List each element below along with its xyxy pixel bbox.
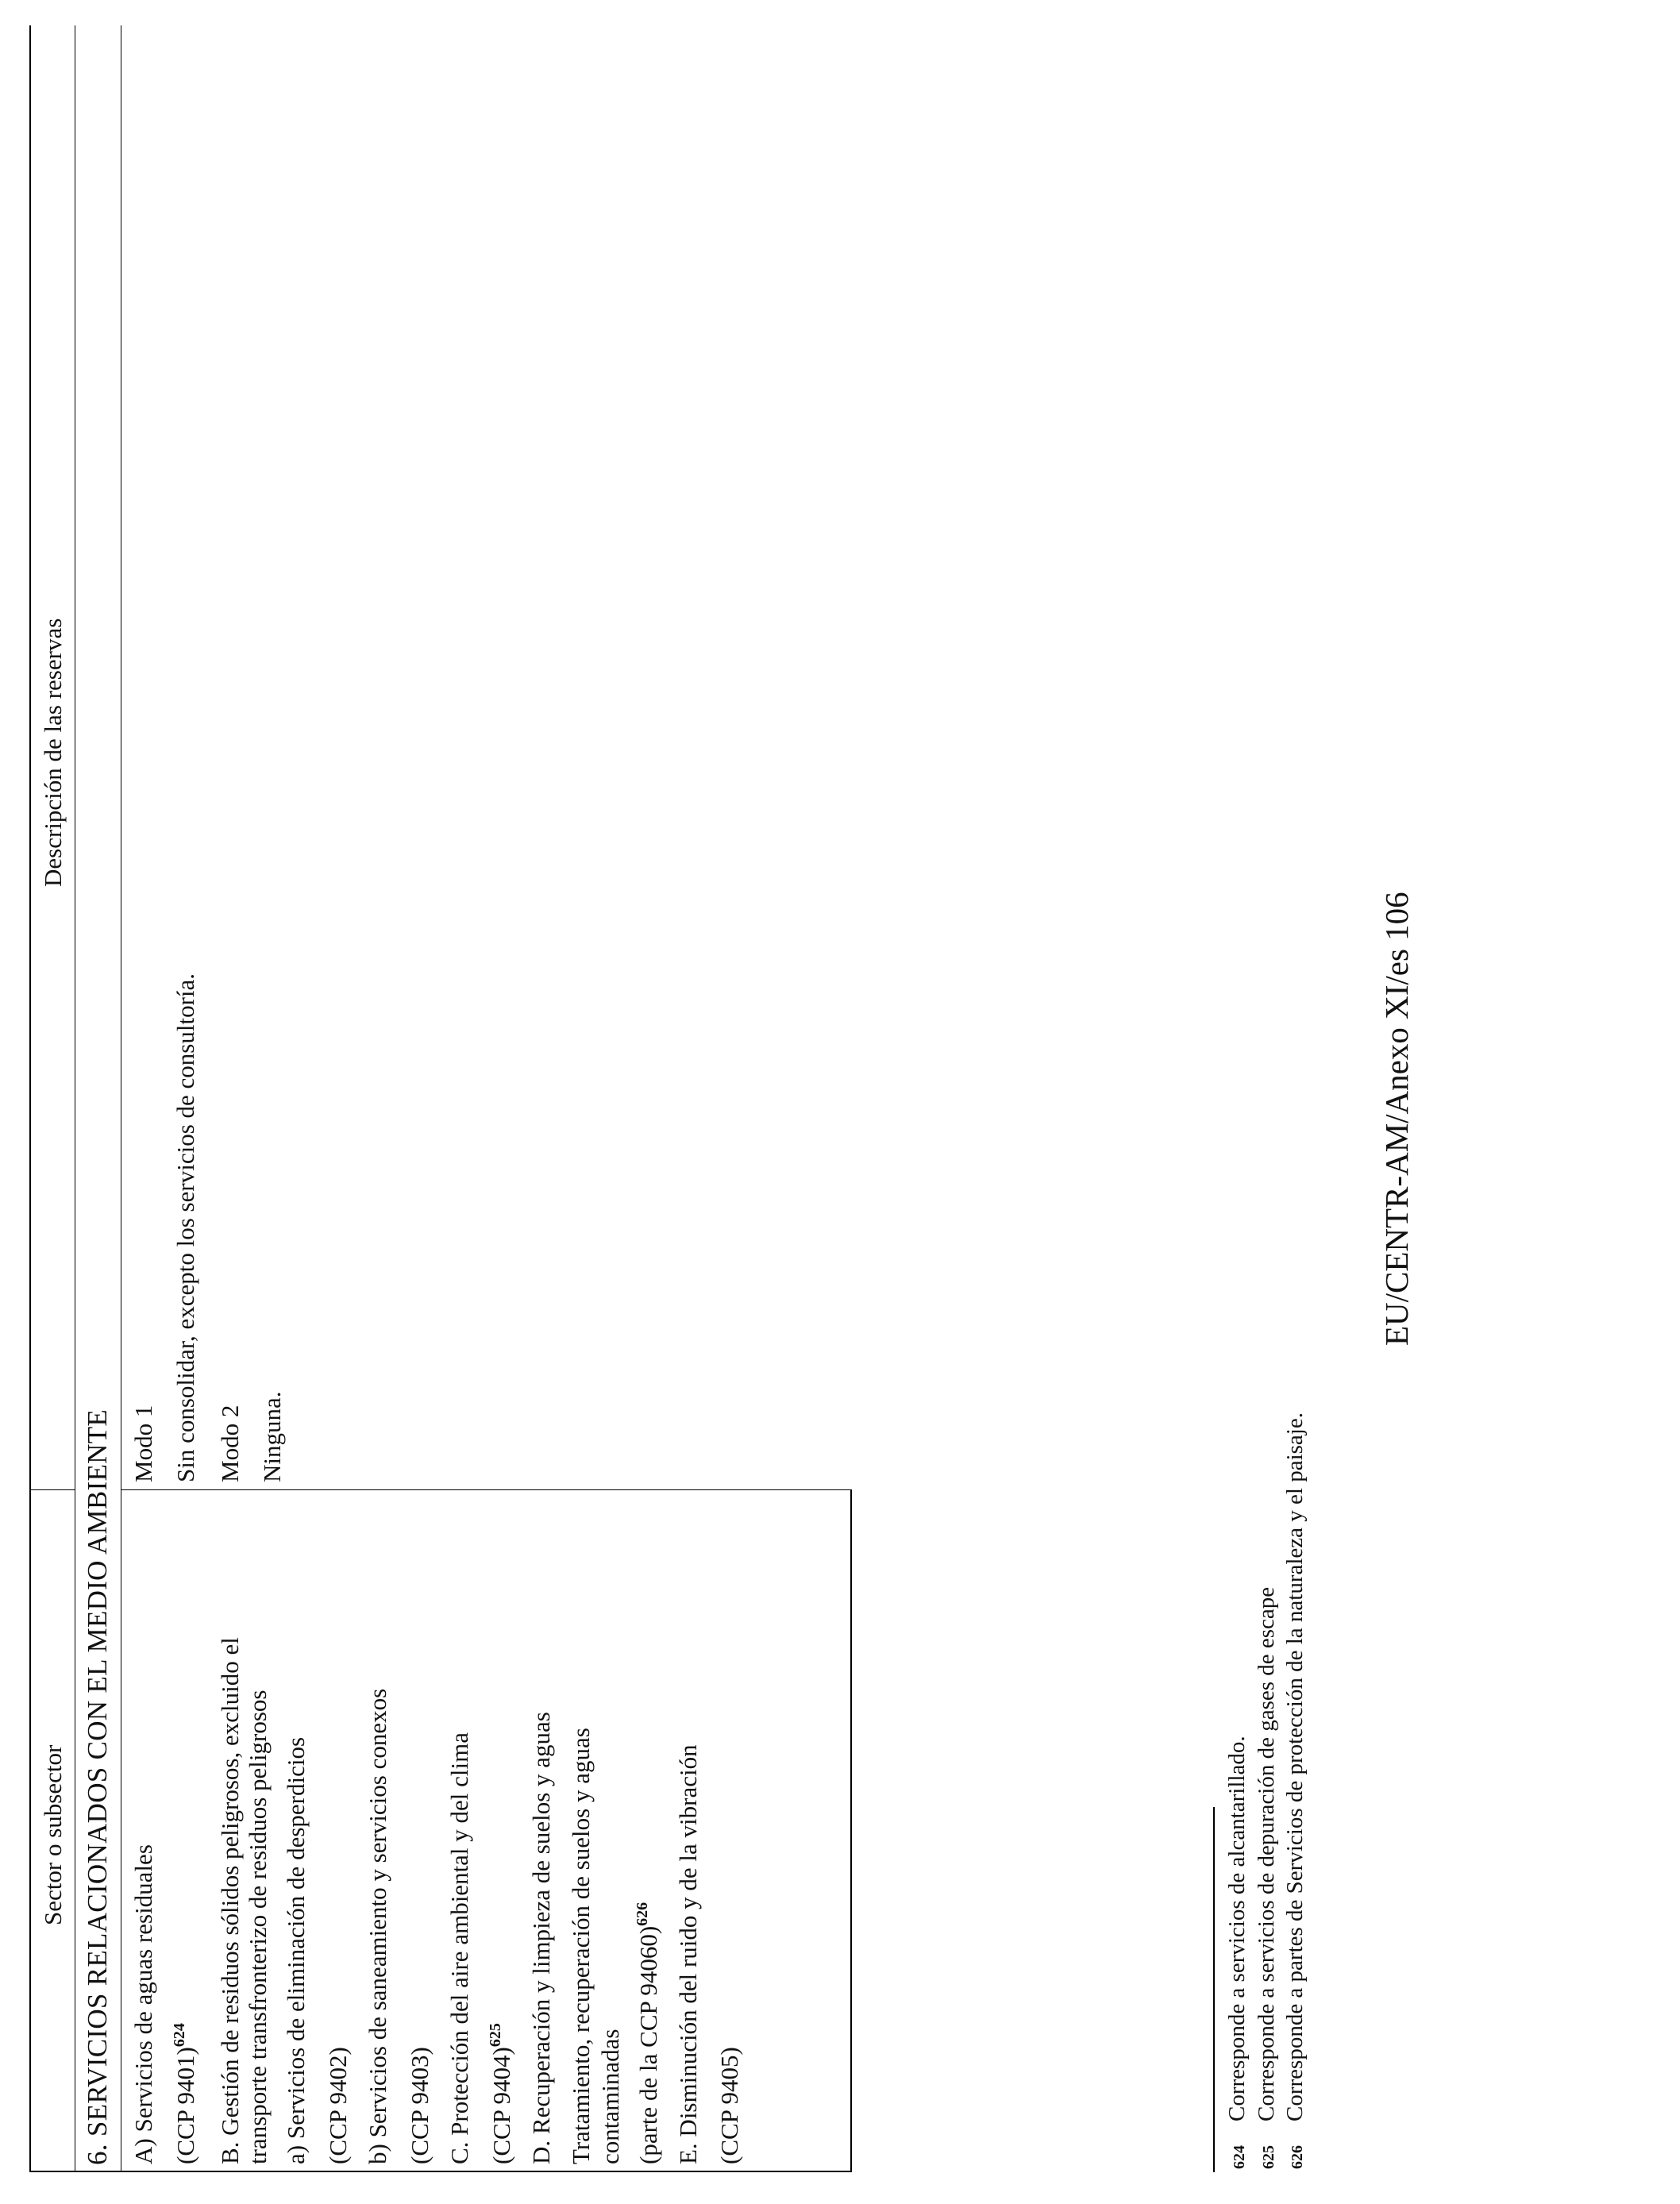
sector-line-text: C. Protección del aire ambiental y del clima	[445, 1732, 473, 2164]
section-title: 6. SERVICIOS RELACIONADOS CON EL MEDIO AMBIENTE	[82, 1408, 113, 2165]
table-left-border	[29, 2171, 852, 2172]
reservation-line: Modo 2	[216, 1404, 244, 1482]
sector-line-text: (CCP 9401)	[171, 2047, 199, 2164]
footnote-number: 626	[1289, 2145, 1306, 2169]
sector-line	[323, 2047, 353, 2164]
footnote	[1281, 1412, 1311, 2169]
sector-line	[566, 1728, 596, 2164]
footnote-number: 624	[1231, 2145, 1248, 2169]
sector-line	[595, 2029, 626, 2164]
reservation-line: Sin consolidar, excepto los servicios de consultoría.	[171, 973, 199, 1482]
table-bottom-border-left	[850, 1489, 852, 2172]
sector-line	[281, 1737, 311, 2164]
footnote	[1223, 1736, 1253, 2169]
sector-line-text: a) Servicios de eliminación de desperdicios	[282, 1736, 310, 2164]
sector-line-text: (CCP 9402)	[324, 2047, 352, 2164]
reservation-line: Modo 1	[129, 1404, 157, 1482]
sector-line	[526, 1712, 557, 2164]
sector-line	[445, 1732, 475, 2164]
footnote-ref: 624	[171, 2023, 188, 2048]
footnote-ref: 625	[487, 2023, 504, 2048]
footnote-text: Corresponde a partes de Servicios de protección de la naturaleza y el paisaje.	[1282, 1412, 1308, 2121]
reservation-line: Ninguna.	[258, 1391, 286, 1482]
column-divider-lower	[121, 1489, 852, 1490]
sector-line-text: B. Gestión de residuos sólidos peligrosos, excluido el	[216, 1637, 244, 2164]
sector-line-text: E. Disminución del ruido y de la vibración	[674, 1744, 702, 2164]
sector-line-text: D. Recuperación y limpieza de suelos y aguas	[527, 1712, 555, 2164]
sector-line	[715, 2047, 745, 2164]
sector-line	[129, 1844, 159, 2164]
sector-line-text: A) Servicios de aguas residuales	[129, 1844, 157, 2164]
footnote-text: Corresponde a servicios de alcantarillado.	[1224, 1736, 1250, 2121]
sector-line	[363, 1689, 393, 2164]
sector-line	[634, 1902, 664, 2164]
sector-line-text: (CCP 9403)	[406, 2047, 433, 2164]
sector-line-text: transporte transfronterizo de residuos peligrosos	[244, 1690, 272, 2164]
sector-line-text: (CCP 9404)	[487, 2047, 515, 2164]
sector-line-text: (CCP 9405)	[715, 2047, 743, 2164]
footnote-separator	[1213, 1807, 1215, 2172]
sector-line-text: (parte de la CCP 94060)	[634, 1925, 662, 2164]
footnote-ref: 626	[634, 1902, 651, 1926]
sector-line-text: b) Servicios de saneamiento y servicios conexos	[364, 1688, 391, 2164]
sector-line	[171, 2023, 201, 2164]
column-divider-upper	[29, 1489, 75, 1490]
sector-line	[215, 1637, 245, 2164]
footnote-text: Corresponde a servicios de depuración de gases de escape	[1254, 1586, 1279, 2121]
table-top-border	[29, 25, 31, 2172]
sector-line	[673, 1744, 703, 2164]
page-identifier: EU/CENTR-AM/Anexo XI/es 106	[1378, 892, 1415, 1346]
sector-line-text: contaminadas	[596, 2029, 624, 2164]
header-sector: Sector o subsector	[39, 1744, 67, 1925]
sector-line	[487, 2023, 517, 2164]
footnote-number: 625	[1260, 2145, 1277, 2169]
header-reservations: Descripción de las reservas	[39, 618, 67, 887]
sector-line	[243, 1690, 273, 2164]
footnote	[1253, 1587, 1282, 2169]
sector-line	[405, 2047, 435, 2164]
sector-line-text: Tratamiento, recuperación de suelos y aguas	[567, 1728, 595, 2164]
